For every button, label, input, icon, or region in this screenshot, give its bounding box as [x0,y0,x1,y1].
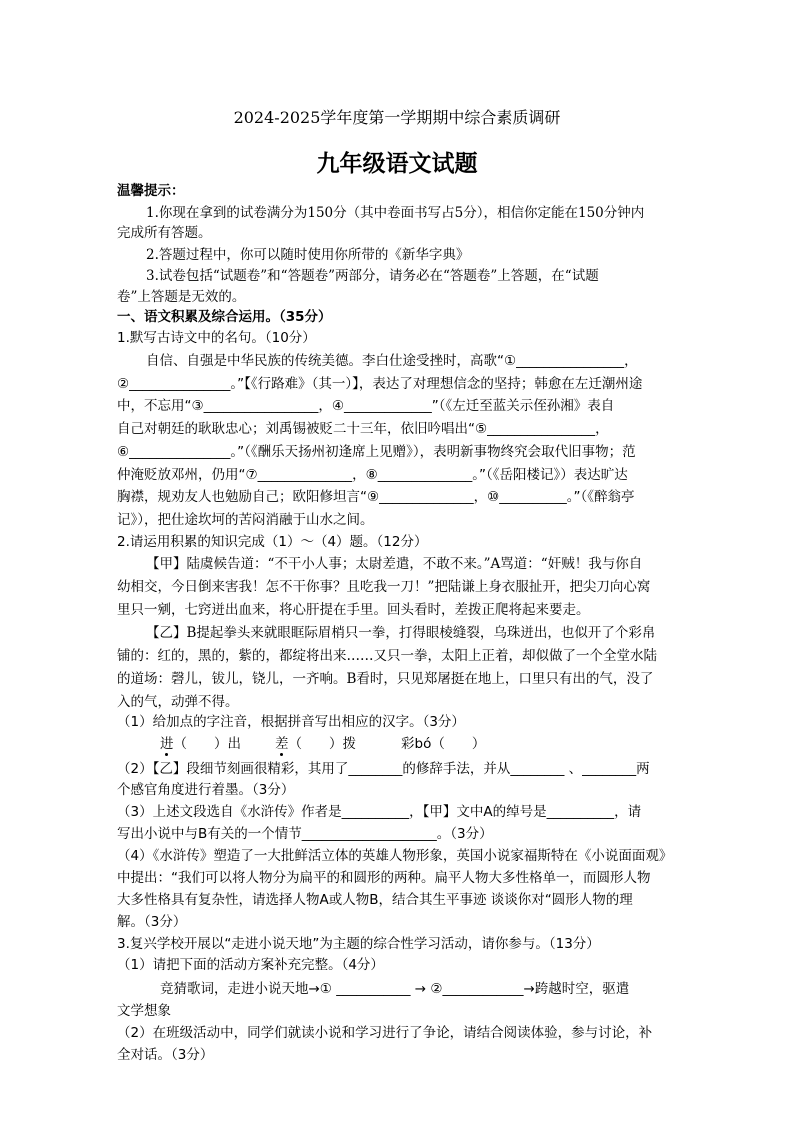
q1-line-2: ②_______________。”【《行路难》（其一）】，表达了对理想信念的坚持；韩愈在左迁潮州途 [117,376,643,392]
q2-pinyin-item-1: 进（ ）出 [160,736,241,752]
tip-line-3: 2.答题过程中，你可以随时使用你所带的《新华字典》 [146,247,470,263]
q3-sub1-line-2: 文学想象 [117,1003,171,1019]
section-heading: 一、语文积累及综合运用。（35分） [117,309,332,325]
tips-heading: 温馨提示： [117,183,185,199]
q1-line-6: 仲淹贬放邓州，仍用“⑦______________，⑧______________。”（《岳阳楼记》）表达旷达 [117,467,628,483]
q1-line-4: 自己对朝廷的耿耿忠心；刘禹锡被贬二十三年，依旧吟唱出“⑤________________， [117,421,609,437]
q3-sub1-line-1: 竞猜歌词，走进小说天地→① ___________ → ②____________→跨越时空，驱遣 [160,981,630,997]
q1-line-3: 中，不忘用“③_________________，④_____________”（《左迁至蓝关示侄孙湘》表自 [117,398,615,414]
tip-line-4: 3.试卷包括“试题卷”和“答题卷”两部分，请务必在“答题卷”上答题，在“试题 [146,268,599,284]
q2-sub1: （1）给加点的字注音，根据拼音写出相应的汉字。（3分） [117,714,465,730]
q2-passage-a-line-1: 【甲】陆虞候告道：“不干小人事；太尉差遣，不敢不来。”A骂道：“奸贼！我与你自 [146,556,643,572]
q2-passage-b-line-1: 【乙】B提起拳头来就眼眶际眉梢只一拳，打得眼棱缝裂，乌珠迸出，也似开了个彩帛 [146,625,656,641]
q2-pinyin-item-2: 差（ ）拨 [275,736,356,752]
q1-line-1: 自信、自强是中华民族的传统美德。李白仕途受挫时，高歌“①________________， [146,353,638,369]
q1-title: 1.默写古诗文中的名句。（10分） [117,330,316,346]
q3-title: 3.复兴学校开展以“走进小说天地”为主题的综合性学习活动，请你参与。（13分） [117,936,600,952]
q3-sub1: （1）请把下面的活动方案补充完整。（4分） [117,957,384,973]
q2-passage-b-line-3: 的道场：磬儿，钹儿，铙儿，一齐响。B看时，只见郑屠挺在地上，口里只有出的气，没了 [117,671,654,687]
q1-line-7: 胸襟，规劝友人也勉励自己；欧阳修坦言“⑨______________，⑩__________。”（《醉翁亭 [117,489,635,505]
q2-pinyin-item-3: 彩bó（ ） [401,736,486,752]
q2-sub4-line-1: （4）《水浒传》塑造了一大批鲜活立体的英雄人物形象，英国小说家福斯特在《小说面面观》 [117,848,673,864]
q3-sub2-line-2: 全对话。（3分） [117,1047,214,1063]
q2-sub4-line-3: 大多性格具有复杂性，请选择人物A或人物B，结合其生平事迹 谈谈你对“圆形人物的理 [117,892,633,908]
q2-sub4-line-4: 解。（3分） [117,914,187,930]
tip-line-1: 1.你现在拿到的试卷满分为150分（其中卷面书写占5分），相信你定能在150分钟内 [146,205,645,221]
q2-passage-a-line-3: 里只一剜，七窍迸出血来，将心肝提在手里。回头看时，差拨正爬将起来要走。 [117,602,590,618]
exam-title: 2024-2025学年度第一学期期中综合素质调研 [233,108,561,127]
q2-passage-b-line-2: 铺的：红的，黑的，紫的，都绽将出来……又只一拳，太阳上正着，却似做了一个全堂水陆 [117,648,657,664]
q2-sub2-line-2: 个感官角度进行着墨。（3分） [117,782,295,798]
q1-line-8: 记》），把仕途坎坷的苦闷消融于山水之间。 [117,512,374,528]
dotted-char: 差 [275,736,289,752]
q2-sub4-line-2: 中提出：“我们可以将人物分为扁平的和圆形的两种。扁平人物大多性格单一，而圆形人物 [117,870,651,886]
q2-passage-a-line-2: 幼相交，今日倒来害我！怎不干你事？且吃我一刀！”把陆谦上身衣服扯开，把尖刀向心窝 [117,579,651,595]
exam-subtitle: 九年级语文试题 [316,150,478,177]
q2-passage-b-line-4: 入的气，动弹不得。 [117,694,239,710]
q2-sub3-line-1: （3）上述文段选自《水浒传》作者是__________，【甲】文中A的绰号是__________，请 [117,804,642,820]
q3-sub2-line-1: （2）在班级活动中，同学们就读小说和学习进行了争论，请结合阅读体验，参与讨论，补 [117,1025,653,1041]
q1-line-5: ⑥_______________。”（《酬乐天扬州初逢席上见赠》），表明新事物终究会取代旧事物；范 [117,444,636,460]
q2-title: 2.请运用积累的知识完成（1）～（4）题。（12分） [117,534,428,550]
q2-sub3-line-2: 写出小说中与B有关的一个情节____________________。（3分） [117,826,493,842]
tip-line-5: 卷”上答题是无效的。 [117,289,246,305]
dotted-char: 进 [160,736,174,752]
q2-sub2-line-1: （2）【乙】段细节刻画很精彩，其用了________的修辞手法，并从________ 、________两 [117,761,650,777]
tip-line-2: 完成所有答题。 [117,225,212,241]
